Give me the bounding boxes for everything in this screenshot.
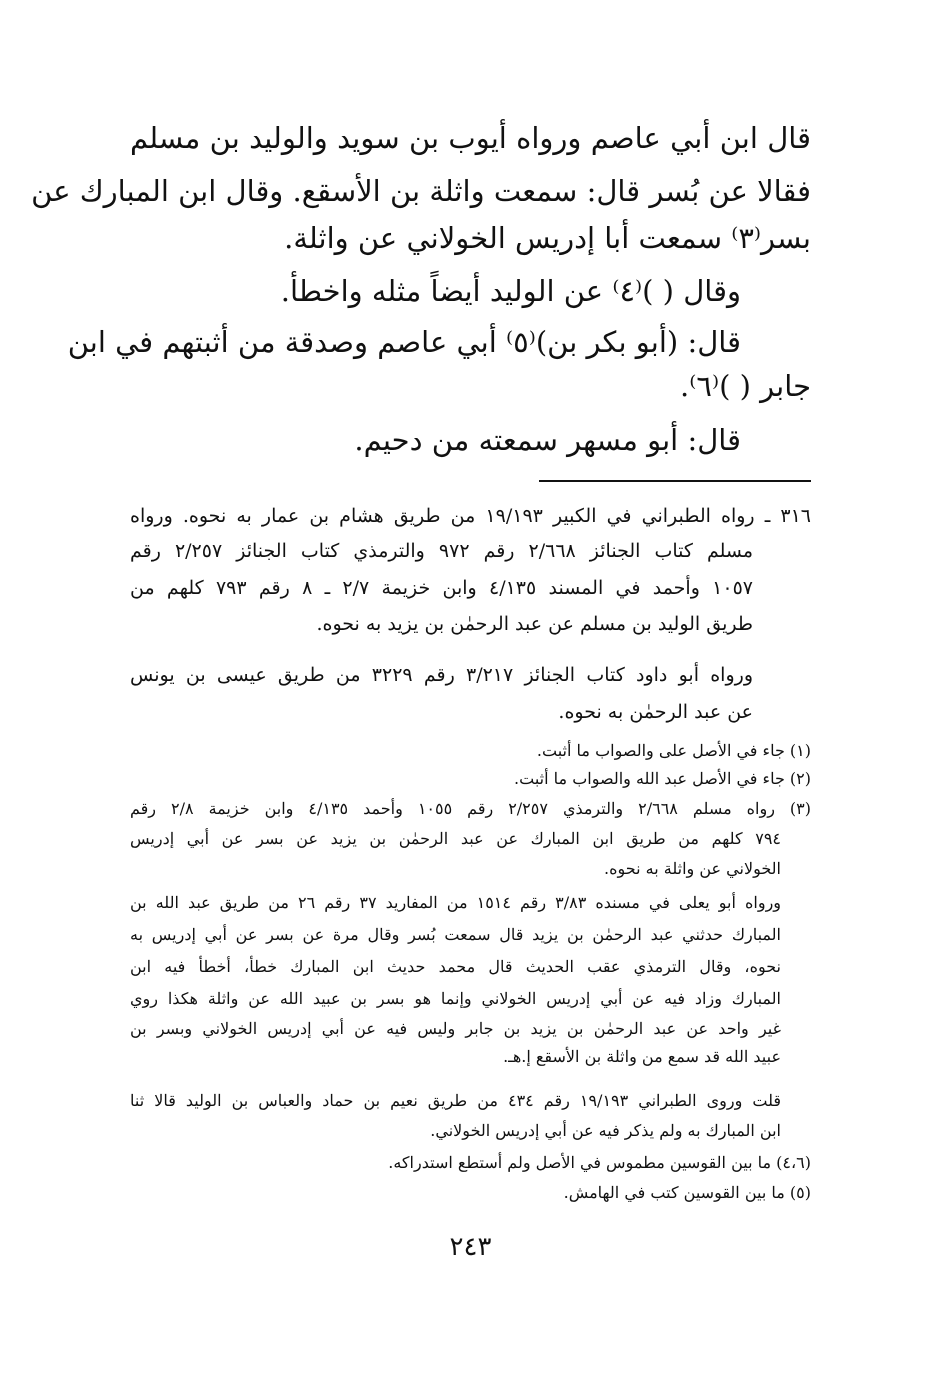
note-2: (٢) جاء في الأصل عبد الله والصواب ما أثبت. <box>514 769 811 788</box>
footnote-316-line-6: عن عبد الرحمٰن به نحوه. <box>558 701 753 723</box>
footnote-316-line-3: ١٠٥٧ وأحمد في المسند ٤/١٣٥ وابن خزيمة ٢/٧ ـ ٨ رقم ٧٩٣ كلهم من <box>130 577 753 599</box>
footnote-316-line-5: ورواه أبو داود كتاب الجنائز ٣/٢١٧ رقم ٣٢٢٩ من طريق عيسى بن يونس <box>130 664 753 686</box>
note-3-line-1: (٣) رواه مسلم ٢/٦٦٨ والترمذي ٢/٢٥٧ رقم ١٠٥٥ وأحمد ٤/١٣٥ وابن خزيمة ٢/٨ رقم <box>130 799 812 818</box>
note-3-line-3: الخولاني عن واثلة به نحوه. <box>604 859 781 878</box>
main-line-2: فقالا عن بُسر قال: سمعت واثلة بن الأسقع. وقال ابن المبارك عن <box>31 174 811 208</box>
note-3-line-5: المبارك حدثني عبد الرحمٰن بن يزيد قال سمعت بُسر وقال مرة عن بسر عن أبي إدريس به <box>130 925 781 944</box>
main-line-1: قال ابن أبي عاصم ورواه أيوب بن سويد والوليد بن مسلم <box>130 121 811 155</box>
footnote-316-line-1: ٣١٦ ـ رواه الطبراني في الكبير ١٩/١٩٣ من طريق هشام بن عمار به نحوه. ورواه <box>130 505 811 527</box>
footnote-316-line-2: مسلم كتاب الجنائز ٢/٦٦٨ رقم ٩٧٢ والترمذي كتاب الجنائز ٢/٢٥٧ رقم <box>130 540 754 562</box>
footnote-separator <box>539 480 811 482</box>
note-3-line-4: ورواه أبو يعلى في مسنده ٣/٨٣ رقم ١٥١٤ من المفاريد ٣٧ رقم ٢٦ من طريق عبد الله بن <box>130 893 782 912</box>
note-3-line-9: عبيد الله قد سمع من واثلة بن الأسقع إ.هـ. <box>503 1047 781 1066</box>
footnote-316-line-4: طريق الوليد بن مسلم عن عبد الرحمٰن بن يزيد به نحوه. <box>316 613 753 635</box>
main-line-5: قال: (أبو بكر بن)⁽٥⁾ أبي عاصم وصدقة من أثبتهم في ابن <box>67 325 741 359</box>
note-5: (٥) ما بين القوسين كتب في الهامش. <box>563 1183 811 1202</box>
note-3-line-8: غير واحد عن عبد الرحمٰن بن يزيد بن جابر وليس فيه عن أبي إدريس الخولاني وبسر بن <box>130 1019 781 1038</box>
main-line-6: جابر ( )⁽٦⁾. <box>680 369 811 403</box>
note-3-line-10: قلت وروى الطبراني ١٩/١٩٣ رقم ٤٣٤ من طريق نعيم بن حماد والعباس بن الوليد قالا ثنا <box>130 1091 782 1110</box>
page-number: ٢٤٣ <box>449 1232 492 1262</box>
note-3-line-7: المبارك وزاد فيه عن أبي إدريس الخولاني وإنما هو بسر بن عبيد الله عن واثلة هكذا روي <box>130 989 781 1008</box>
note-4-6: (٤،٦) ما بين القوسين مطموس في الأصل ولم أستطع استدراكه. <box>388 1153 811 1172</box>
note-3-line-11: ابن المبارك به ولم يذكر فيه عن أبي إدريس الخولاني. <box>430 1121 781 1140</box>
main-line-3: بسر⁽٣⁾ سمعت أبا إدريس الخولاني عن واثلة. <box>284 221 811 255</box>
note-3-line-2: ٧٩٤ كلهم من طريق ابن المبارك عن عبد الرحمٰن بن يزيد عن بسر عن أبي إدريس <box>130 829 781 848</box>
note-1: (١) جاء في الأصل على والصواب ما أثبت. <box>536 741 811 760</box>
main-line-7: قال: أبو مسهر سمعته من دحيم. <box>354 423 741 457</box>
note-3-line-6: نحوه، وقال الترمذي عقب الحديث قال محمد حديث ابن المبارك خطأ، أخطأ فيه ابن <box>130 957 781 976</box>
main-line-4: وقال ( )⁽٤⁾ عن الوليد أيضاً مثله واخطأ. <box>280 274 741 308</box>
